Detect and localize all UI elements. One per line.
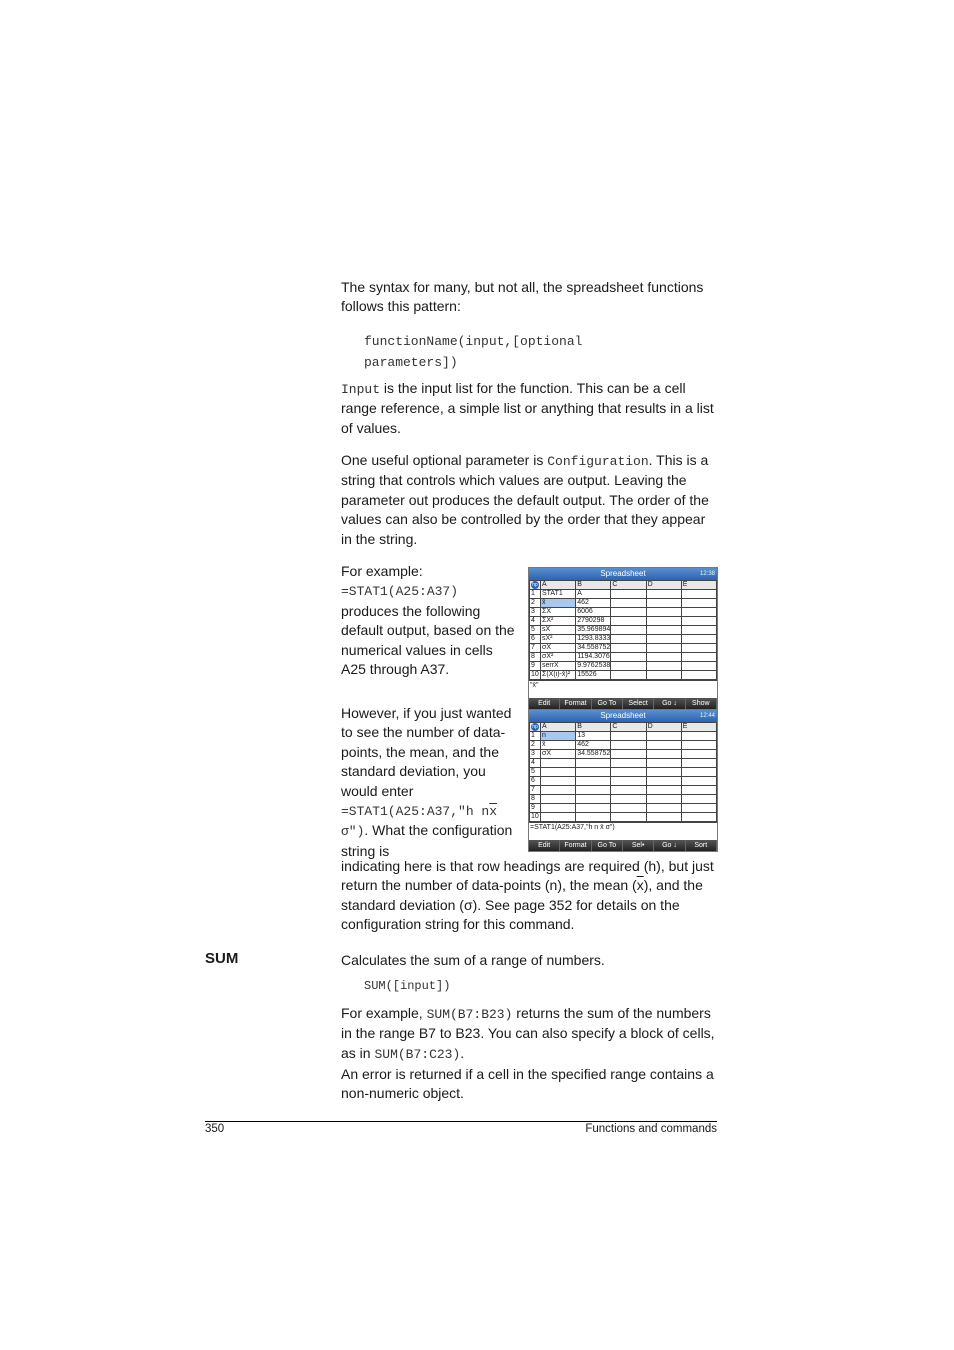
configuration-paragraph xyxy=(341,451,719,549)
table-row: 7 xyxy=(530,786,717,795)
sum-example-paragraph: For example, SUM(B7:B23) returns the sum of the numbers in the range B7 to B23. You can also specify a block of cells, as in SUM(B7:C23). xyxy=(341,1005,715,1062)
spreadsheet-grid: hp A B C D E 1 STAT1 A 2 x̄ 462 3 ΣX 6006 4 ΣX² 2790298 5 sX 35.969894 6 sX² 1293.8333 7 σX 34.558752 8 σX² 1194.3076 9 serrX 9.9762538 10 Σ(X(i)-x̄)² 15526 xyxy=(529,580,717,680)
example-1-label: For example: xyxy=(341,563,423,579)
table-row: 2 x̄ 462 xyxy=(530,599,717,608)
table-row: 8 σX² 1194.3076 xyxy=(530,653,717,662)
continuation-line-4: configuration string for this command. xyxy=(341,916,575,933)
soft-menu xyxy=(529,698,717,709)
menu-format: Format xyxy=(560,840,591,851)
battery-status: 12:38 xyxy=(699,571,715,577)
table-row: 3 σX 34.558752 xyxy=(530,750,717,759)
intro-paragraph: The syntax for many, but not all, the spreadsheet functions follows this pattern: xyxy=(341,279,704,315)
input-code: Input xyxy=(341,382,381,397)
hp-icon: hp xyxy=(530,723,541,732)
example-2-continuation xyxy=(341,857,719,935)
sum-example-code-2: SUM(B7:C23) xyxy=(374,1046,461,1062)
example-2-code-xbar: $\overline{x}$ xyxy=(489,804,498,820)
menu-show: Show xyxy=(686,698,717,709)
table-row: 1 STAT1 A xyxy=(530,590,717,599)
syntax-code-line-1: functionName(input,[optional xyxy=(364,334,583,349)
example-1-paragraph xyxy=(341,562,519,679)
table-row: 2 x̄ 462 xyxy=(530,741,717,750)
table-row: 6 sX² 1293.8333 xyxy=(530,635,717,644)
table-row: 9 xyxy=(530,804,717,813)
menu-sort: Sort xyxy=(686,840,717,851)
config-text-after: . This is a string that controls which values are output. Leaving the parameter out produces the default output. The order of the values can also be controlled by the order that they appear in the string. xyxy=(341,452,709,547)
input-text: is the input list for the function. This can be a cell range reference, a simple list or anything that results in a list of values. xyxy=(341,380,714,436)
table-row: 3 ΣX 6006 xyxy=(530,608,717,617)
example-2-text-before: However, if you just wanted to see the number of data-points, the mean, and the standard deviation, you would enter xyxy=(341,705,512,799)
screen-title-bar: Spreadsheet 12:38 xyxy=(529,568,717,580)
table-row: 4 xyxy=(530,759,717,768)
menu-edit: Edit xyxy=(529,698,560,709)
menu-go-down: Go ↓ xyxy=(654,698,685,709)
example-2-code-c: σ") xyxy=(341,824,365,840)
table-row: 9 serrX 9.9762538 xyxy=(530,662,717,671)
page-number: 350 xyxy=(205,1123,225,1135)
sum-heading: SUM xyxy=(205,950,239,967)
example-1-code: =STAT1(A25:A37) xyxy=(341,584,459,600)
soft-menu xyxy=(529,840,717,851)
continuation-line-1: indicating here is that row headings are required (h), but just xyxy=(341,858,714,874)
sum-syntax: SUM([input]) xyxy=(364,979,451,993)
menu-goto: Go To xyxy=(592,698,623,709)
battery-status: 12:44 xyxy=(699,713,715,719)
menu-go-down: Go ↓ xyxy=(654,840,685,851)
table-row: 8 xyxy=(530,795,717,804)
example-2-paragraph xyxy=(341,704,519,861)
table-row: 7 σX 34.558752 xyxy=(530,644,717,653)
footer-section-title: Functions and commands xyxy=(585,1123,717,1135)
menu-goto: Go To xyxy=(592,840,623,851)
footer-rule xyxy=(205,1121,717,1122)
menu-format: Format xyxy=(560,698,591,709)
menu-select: Select xyxy=(623,698,654,709)
sum-description: Calculates the sum of a range of numbers. xyxy=(341,952,605,968)
table-row: 4 ΣX² 2790298 xyxy=(530,617,717,626)
input-paragraph xyxy=(341,379,719,438)
table-row: 6 xyxy=(530,777,717,786)
table-row: 10 xyxy=(530,813,717,822)
spreadsheet-screenshot-configured xyxy=(528,709,718,852)
screen-title-bar: Spreadsheet 12:44 xyxy=(529,710,717,722)
menu-edit: Edit xyxy=(529,840,560,851)
menu-select: Sel• xyxy=(623,840,654,851)
sum-example-code-1: SUM(B7:B23) xyxy=(426,1007,513,1022)
config-text-before: One useful optional parameter is xyxy=(341,452,548,468)
spreadsheet-screenshot-default xyxy=(528,567,718,710)
table-row: 5 sX 35.969894 xyxy=(530,626,717,635)
entry-line: "x̄" xyxy=(529,680,717,691)
table-row: 10 Σ(X(i)-x̄)² 15526 xyxy=(530,671,717,680)
continuation-line-2: return the number of data-points (n), the mean $(\overline{x})$, and the xyxy=(341,877,703,894)
entry-line: =STAT1(A25:A37,"h n x̄ σ") xyxy=(529,822,717,833)
mean-symbol: $\overline{x}$ xyxy=(636,877,644,894)
hp-icon: hp xyxy=(530,581,541,590)
example-2-text-after: . What the configuration string is xyxy=(341,822,513,859)
example-1-text: produces the following default output, based on the numerical values in cells A25 through A37. xyxy=(341,602,515,678)
continuation-line-3: standard deviation (σ). See page 352 for details on the xyxy=(341,896,680,913)
spreadsheet-grid: hp A B C D E 1 n 13 2 x̄ 462 3 σX 34.558752 4 5 6 7 8 9 10 xyxy=(529,722,717,822)
syntax-code-line-2: parameters]) xyxy=(364,355,458,370)
example-2-code-a: =STAT1(A25:A37,"h n xyxy=(341,804,490,820)
table-row: 1 n 13 xyxy=(530,732,717,741)
table-row: 5 xyxy=(530,768,717,777)
sum-error-paragraph: An error is returned if a cell in the specified range contains a non-numeric object. xyxy=(341,1066,714,1102)
configuration-code: Configuration xyxy=(547,454,649,469)
